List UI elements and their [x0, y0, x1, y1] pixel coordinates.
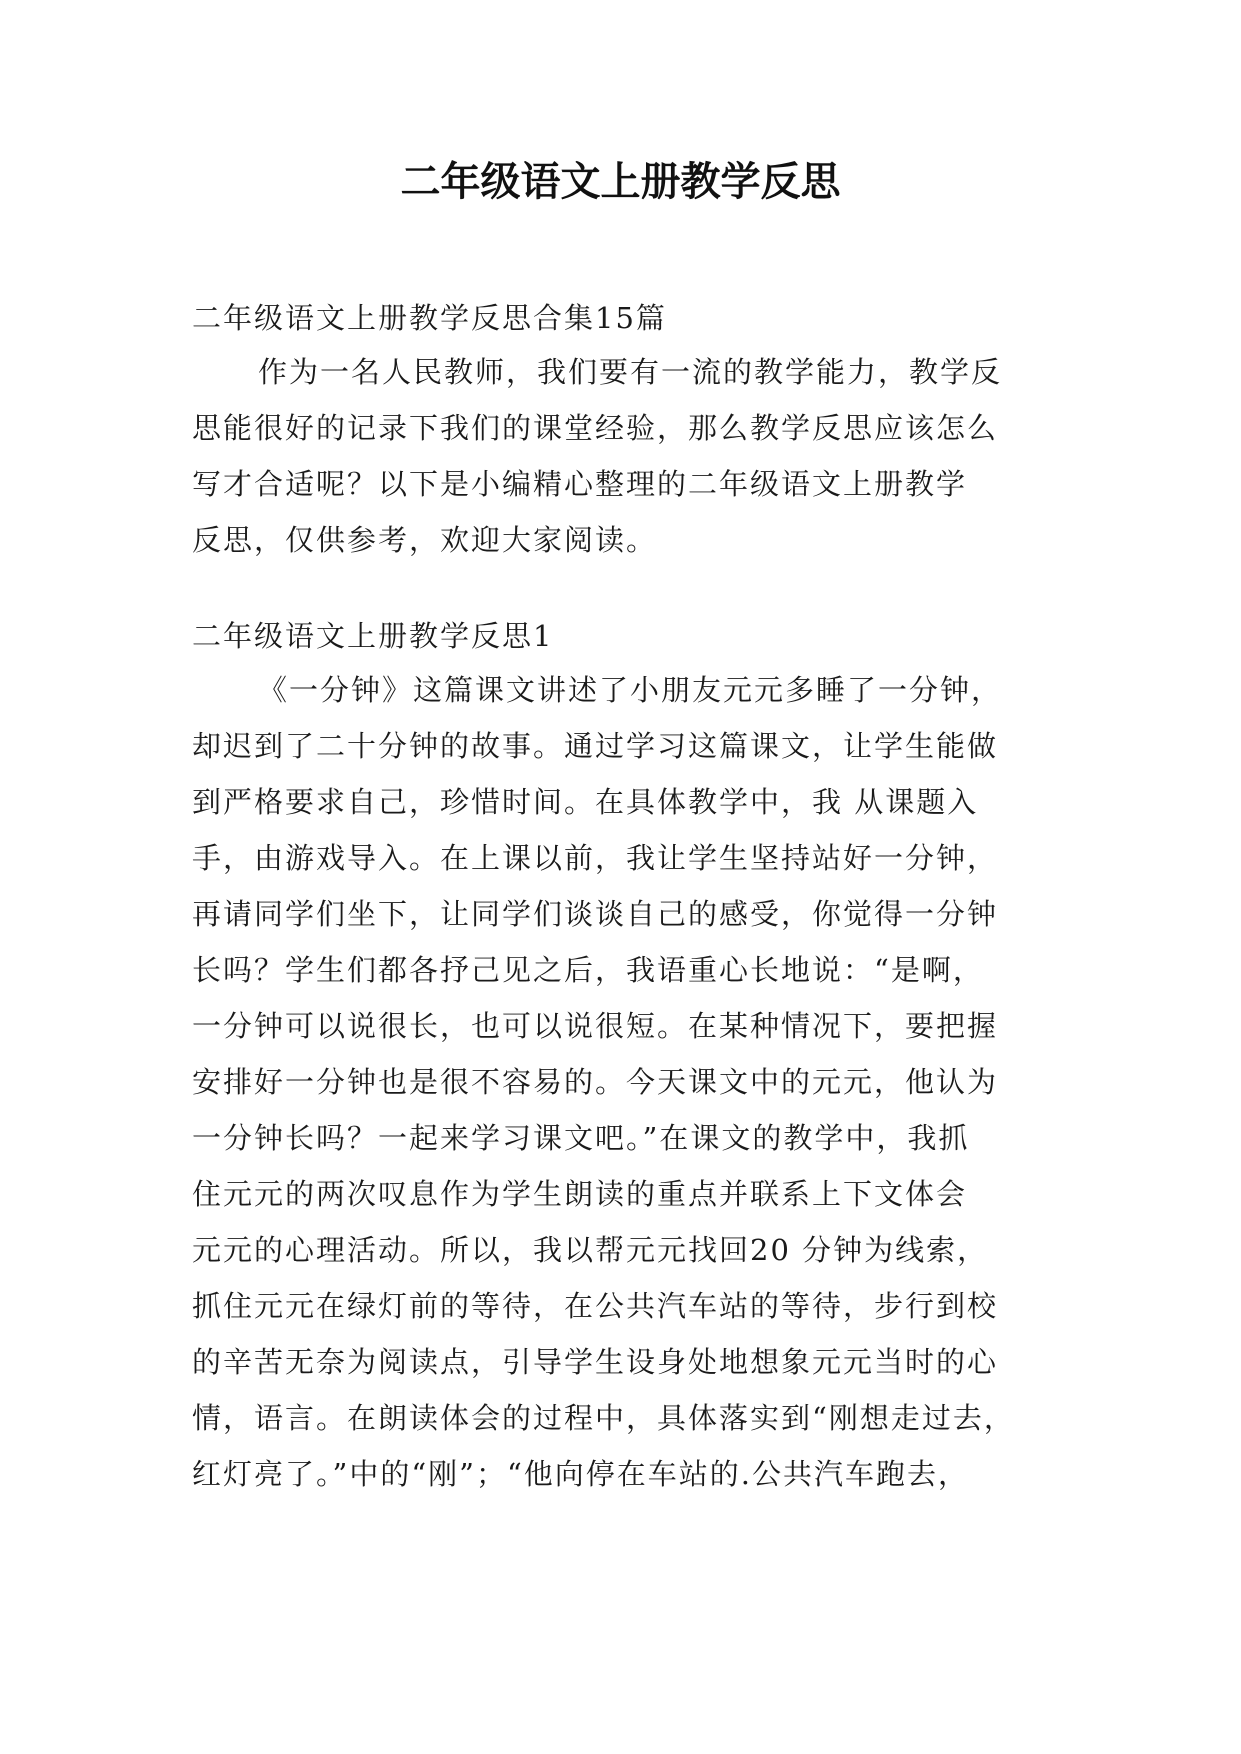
document-title: 二年级语文上册教学反思	[400, 158, 841, 205]
paragraph-line: 的辛苦无奈为阅读点，引导学生设身处地想象元元当时的心	[192, 1345, 999, 1379]
paragraph-line: 元元的心理活动。所以，我以帮元元找回20 分钟为线索，	[192, 1233, 989, 1267]
paragraph-line: 再请同学们坐下，让同学们谈谈自己的感受，你觉得一分钟	[192, 897, 999, 931]
paragraph-line: 作为一名人民教师，我们要有一流的教学能力，教学反	[258, 355, 1003, 389]
paragraph-line: 思能很好的记录下我们的课堂经验，那么教学反思应该怎么	[192, 411, 999, 445]
intro-paragraph	[192, 344, 1072, 568]
paragraph-line: 却迟到了二十分钟的故事。通过学习这篇课文，让学生能做	[192, 729, 999, 763]
section-heading: 二年级语文上册教学反思1	[192, 619, 554, 653]
section-paragraph	[192, 662, 1072, 1502]
paragraph-line: 长吗？学生们都各抒己见之后，我语重心长地说：“是啊，	[192, 953, 984, 987]
paragraph-line: 写才合适呢？以下是小编精心整理的二年级语文上册教学	[192, 467, 968, 501]
paragraph-line: 情，语言。在朗读体会的过程中，具体落实到“刚想走过去，	[192, 1401, 1015, 1435]
paragraph-line: 抓住元元在绿灯前的等待，在公共汽车站的等待，步行到校	[192, 1289, 999, 1323]
paragraph-line: 一分钟长吗？一起来学习课文吧。”在课文的教学中，我抓	[192, 1121, 970, 1155]
paragraph-line: 《一分钟》这篇课文讲述了小朋友元元多睡了一分钟，	[258, 673, 1003, 707]
paragraph-line: 安排好一分钟也是很不容易的。今天课文中的元元，他认为	[192, 1065, 999, 1099]
paragraph-line: 住元元的两次叹息作为学生朗读的重点并联系上下文体会	[192, 1177, 968, 1211]
paragraph-line: 到严格要求自己，珍惜时间。在具体教学中，我 从课题入	[192, 785, 979, 819]
paragraph-line: 反思，仅供参考，欢迎大家阅读。	[192, 523, 658, 557]
paragraph-line: 一分钟可以说很长，也可以说很短。在某种情况下，要把握	[192, 1009, 999, 1043]
paragraph-line: 手，由游戏导入。在上课以前，我让学生坚持站好一分钟，	[192, 841, 999, 875]
paragraph-line: 红灯亮了。”中的“刚”；“他向停在车站的.公共汽车跑去，	[192, 1457, 970, 1491]
intro-heading: 二年级语文上册教学反思合集15篇	[192, 301, 667, 335]
